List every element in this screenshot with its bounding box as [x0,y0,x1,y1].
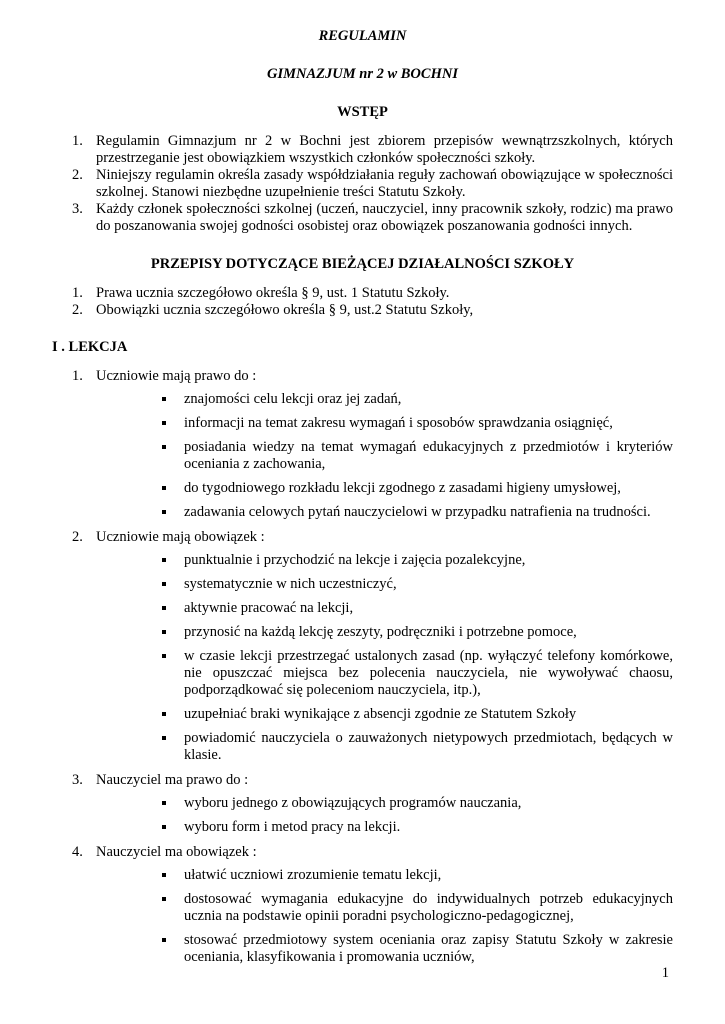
list-item: powiadomić nauczyciela o zauważonych nietypowych przedmiotach, będących w klasie. [96,730,673,764]
list-item: posiadania wiedzy na temat wymagań edukacyjnych z przedmiotów i kryteriów oceniania z zachowania, [96,439,673,473]
school-name: GIMNAZJUM nr 2 w BOCHNI [267,66,458,82]
bullet-icon [162,736,166,740]
list-item: punktualnie i przychodzić na lekcje i zajęcia pozalekcyjne, [96,552,673,569]
bullet-list [96,795,673,836]
bullet-icon [162,445,166,449]
section-item-4: 4. Nauczyciel ma obowiązek : ułatwić uczniowi zrozumienie tematu lekcji, dostosować wymagania edukacyjne do indywidualnych potrzeb edukacyjnych ucznia na podstawie opinii poradni psychologiczno-pedagogicznej, stosować przedmiotowy system oceniania oraz zapisy Statutu Szkoły w zakresie oceniania, klasyfikowania i promowania uczniów, [72,844,673,965]
intro-item-1: 1. Regulamin Gimnazjum nr 2 w Bochni jest zbiorem przepisów wewnątrzszkolnych, których przestrzeganie jest obowiązkiem wszystkich członków społeczności szkoły. [72,133,673,166]
bullet-list [96,552,673,764]
bullet-icon [162,510,166,514]
list-item: do tygodniowego rozkładu lekcji zgodnego z zasadami higieny umysłowej, [96,480,673,497]
bullet-icon [162,606,166,610]
bullet-icon [162,582,166,586]
bullet-icon [162,873,166,877]
list-item: informacji na temat zakresu wymagań i sposobów sprawdzania osiągnięć, [96,415,673,432]
page-number: 1 [661,965,669,981]
intro-item-2: 2. Niniejszy regulamin określa zasady współdziałania reguły zachowań obowiązujące w społeczności szkolnej. Stanowi niezbędne uzupełnienie treści Statutu Szkoły. [72,167,673,200]
rules-list [52,285,673,319]
bullet-icon [162,486,166,490]
rules-heading: PRZEPISY DOTYCZĄCE BIEŻĄCEJ DZIAŁALNOŚCI SZKOŁY [150,256,575,272]
bullet-icon [162,630,166,634]
bullet-list [96,391,673,521]
list-item: wyboru jednego z obowiązujących programów nauczania, [96,795,673,812]
rules-item-2: 2. Obowiązki ucznia szczegółowo określa § 9, ust.2 Statutu Szkoły, [72,302,474,318]
intro-list [52,133,673,235]
list-item: przynosić na każdą lekcję zeszyty, podręczniki i potrzebne pomoce, [96,624,673,641]
bullet-list [96,867,673,966]
list-item: dostosować wymagania edukacyjne do indywidualnych potrzeb edukacyjnych ucznia na podstawie opinii poradni psychologiczno-pedagogicznej, [96,891,673,925]
rules-item-1: 1. Prawa ucznia szczegółowo określa § 9, ust. 1 Statutu Szkoły. [72,285,450,301]
list-item: ułatwić uczniowi zrozumienie tematu lekcji, [96,867,673,884]
section-item-1: 1. Uczniowie mają prawo do : znajomości celu lekcji oraz jej zadań, informacji na temat zakresu wymagań i sposobów sprawdzania osiągnięć, posiadania wiedzy na temat wymagań edukacyjnych z przedmiotów i kryteriów oceniania z zachowania, do tygodniowego rozkładu lekcji zgodnego z zasadami higieny umysłowej, zadawania celowych pytań nauczycielowi w przypadku natrafienia na trudności. [72,368,673,520]
intro-heading: WSTĘP [337,104,388,120]
bullet-icon [162,825,166,829]
list-item: w czasie lekcji przestrzegać ustalonych zasad (np. wyłączyć telefony komórkowe, nie opuszczać miejsca bez polecenia nauczyciela, nie wywoływać chaosu, podporządkować się poleceniom nauczyciela, itp.), [96,648,673,699]
intro-item-3: 3. Każdy członek społeczności szkolnej (uczeń, nauczyciel, inny pracownik szkoły, rodzic) ma prawo do poszanowania swojej godności osobistej oraz obowiązek poszanowania godności innych. [72,201,673,234]
bullet-icon [162,558,166,562]
section-item-2: 2. Uczniowie mają obowiązek : punktualnie i przychodzić na lekcje i zajęcia pozalekcyjne, systematycznie w nich uczestniczyć, aktywnie pracować na lekcji, przynosić na każdą lekcję zeszyty, podręczniki i potrzebne pomoce, w czasie lekcji przestrzegać ustalonych zasad (np. wyłączyć telefony komórkowe, nie opuszczać miejsca bez polecenia nauczyciela, nie wywoływać chaosu, podporządkować się poleceniom nauczyciela, itp.), uzupełniać braki wynikające z absencji zgodnie ze Statutem Szkoły powiadomić nauczyciela o zauważonych nietypowych przedmiotach, będących w klasie. [72,529,673,763]
section-item-3: 3. Nauczyciel ma prawo do : wyboru jednego z obowiązujących programów nauczania, wyboru form i metod pracy na lekcji. [52,772,673,836]
bullet-icon [162,938,166,942]
list-item: aktywnie pracować na lekcji, [96,600,673,617]
bullet-icon [162,897,166,901]
bullet-icon [162,801,166,805]
section-heading: I . LEKCJA [52,339,128,355]
list-item: znajomości celu lekcji oraz jej zadań, [96,391,673,408]
list-item: systematycznie w nich uczestniczyć, [96,576,673,593]
bullet-icon [162,397,166,401]
bullet-icon [162,421,166,425]
bullet-icon [162,712,166,716]
list-item: stosować przedmiotowy system oceniania oraz zapisy Statutu Szkoły w zakresie oceniania, klasyfikowania i promowania uczniów, [96,932,673,966]
list-item: uzupełniać braki wynikające z absencji zgodnie ze Statutem Szkoły [96,706,673,723]
bullet-icon [162,654,166,658]
list-item: zadawania celowych pytań nauczycielowi w przypadku natrafienia na trudności. [96,504,673,521]
section-list [52,368,673,966]
document-title: REGULAMIN [318,28,407,44]
list-item: wyboru form i metod pracy na lekcji. [96,819,673,836]
